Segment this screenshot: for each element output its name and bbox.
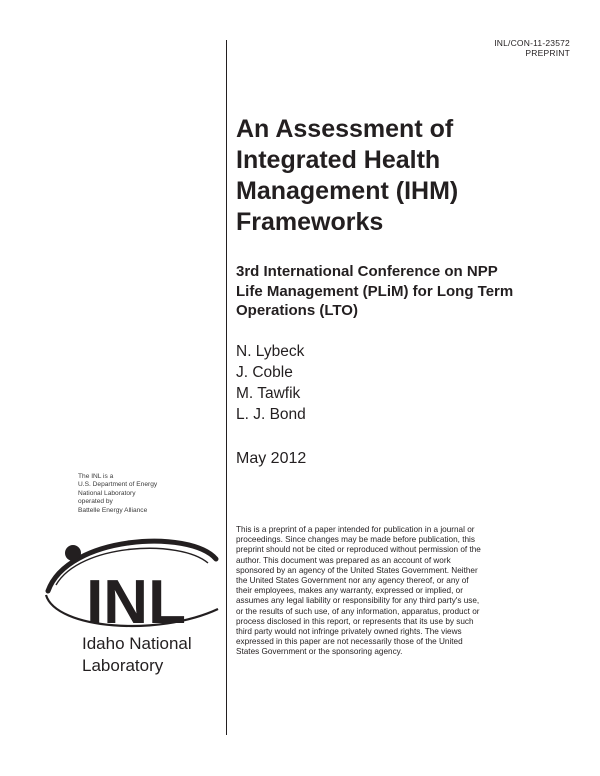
author-list: [236, 341, 306, 425]
disclaimer-line: author. This document was prepared as an account of work: [236, 555, 451, 565]
disclaimer-line: their employees, makes any warranty, expressed or implied, or: [236, 586, 463, 596]
author: M. Tawfik: [236, 385, 301, 402]
disclaimer-line: preprint should not be cited or reproduced without permission of the: [236, 545, 481, 555]
disclaimer-line: States Government or the sponsoring agency.: [236, 647, 403, 657]
conference-line: Operations (LTO): [236, 302, 358, 319]
author: J. Coble: [236, 364, 293, 381]
operator-line: The INL is a: [78, 473, 114, 480]
author: N. Lybeck: [236, 343, 305, 360]
disclaimer-line: assumes any legal liability or responsibility for any third party's use,: [236, 596, 480, 606]
conference-line: 3rd International Conference on NPP: [236, 263, 498, 280]
conference-name: [236, 262, 586, 321]
publication-date: May 2012: [236, 450, 307, 467]
operator-statement: [78, 473, 157, 515]
title-line: Integrated Health: [236, 146, 441, 174]
author: L. J. Bond: [236, 406, 306, 423]
disclaimer-text: [236, 525, 536, 658]
disclaimer-line: sponsored by an agency of the United States Government. Neither: [236, 565, 478, 575]
report-type: PREPRINT: [525, 48, 570, 58]
disclaimer-line: expressed in this paper are not necessarily those of the United: [236, 637, 463, 647]
title-line: Management (IHM): [236, 177, 459, 205]
title-line: Frameworks: [236, 208, 384, 236]
disclaimer-line: This is a preprint of a paper intended for publication in a journal or: [236, 525, 475, 534]
report-id-block: [494, 38, 570, 58]
conference-line: Life Management (PLiM) for Long Term: [236, 282, 514, 300]
disclaimer-line: or the results of such use, of any information, apparatus, product or: [236, 606, 480, 616]
disclaimer-line: third party would not infringe privately owned rights. The views: [236, 627, 462, 637]
disclaimer-line: proceedings. Since changes may be made before publication, this: [236, 535, 475, 545]
disclaimer-line: the United States Government nor any agency thereof, or any of: [236, 576, 469, 586]
report-number: INL/CON-11-23572: [494, 38, 570, 48]
operator-line: U.S. Department of Energy: [78, 481, 158, 489]
logo-mark: INL: [86, 568, 186, 637]
inl-logo: [40, 525, 225, 685]
logo-name-line2: Laboratory: [82, 656, 164, 675]
operator-line: National Laboratory: [78, 489, 136, 497]
operator-line: Battelle Energy Alliance: [78, 506, 148, 514]
operator-line: operated by: [78, 498, 113, 506]
vertical-divider: [226, 40, 227, 735]
logo-name-line1: Idaho National: [82, 634, 192, 653]
logo-dot: [65, 545, 81, 561]
disclaimer-line: process disclosed in this report, or represents that its use by such: [236, 616, 474, 626]
title-line: An Assessment of: [236, 115, 454, 143]
document-title: [236, 114, 576, 238]
